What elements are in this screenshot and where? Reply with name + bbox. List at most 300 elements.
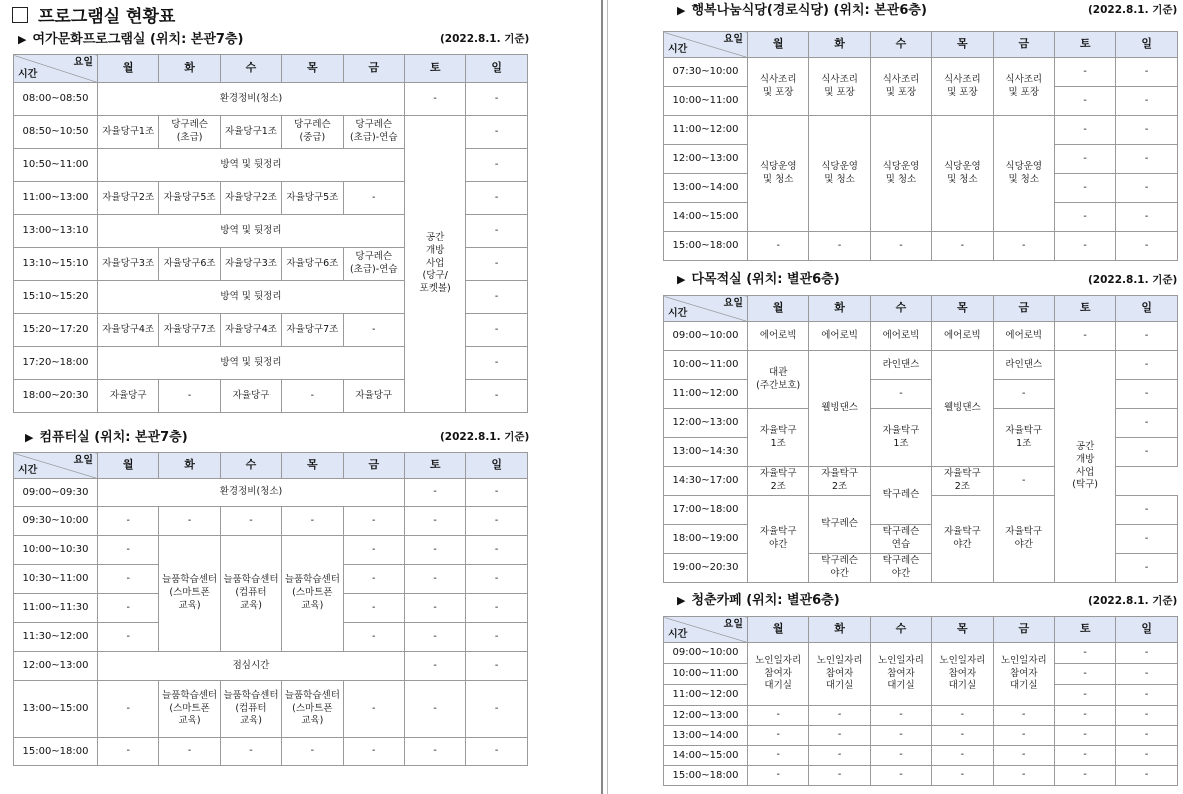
schedule-cell: - <box>466 507 528 536</box>
schedule-cell: - <box>993 726 1054 746</box>
day-header: 월 <box>98 453 159 479</box>
section-title-restaurant: ▶ 행복나눔식당(경로식당) (위치: 본관6층) <box>677 3 927 18</box>
schedule-cell: - <box>809 726 870 746</box>
schedule-cell: 자율당구 <box>220 380 281 413</box>
schedule-cell: 공간 개방 사업 (당구/ 포켓볼) <box>404 116 465 413</box>
schedule-cell: - <box>1116 706 1178 726</box>
time-cell: 14:30~17:00 <box>664 467 748 496</box>
time-cell: 11:00~11:30 <box>14 594 98 623</box>
schedule-cell: - <box>466 380 528 413</box>
schedule-cell: 노인일자리 참여자 대기실 <box>993 643 1054 706</box>
schedule-cell: 환경정비(청소) <box>98 479 405 507</box>
schedule-cell: - <box>1116 232 1178 261</box>
schedule-cell: 웰빙댄스 <box>932 351 993 467</box>
time-cell: 10:00~11:00 <box>664 664 748 685</box>
schedule-cell: - <box>466 215 528 248</box>
schedule-cell: - <box>993 467 1054 496</box>
schedule-cell: - <box>1116 116 1178 145</box>
section-title-multipurpose: ▶ 다목적실 (위치: 별관6층) <box>677 272 840 287</box>
schedule-cell: - <box>1054 87 1115 116</box>
schedule-cell: - <box>1116 746 1178 766</box>
schedule-cell: 자율당구1조 <box>98 116 159 149</box>
schedule-cell: - <box>1116 766 1178 786</box>
schedule-cell: - <box>466 182 528 215</box>
schedule-cell: - <box>159 380 220 413</box>
schedule-cell: - <box>98 681 159 738</box>
time-cell: 11:00~12:00 <box>664 380 748 409</box>
time-cell: 15:00~18:00 <box>14 738 98 766</box>
corner-day-label: 요일 <box>73 455 93 466</box>
time-cell: 09:00~10:00 <box>664 643 748 664</box>
schedule-cell: 노인일자리 참여자 대기실 <box>932 643 993 706</box>
time-cell: 08:00~08:50 <box>14 83 98 116</box>
schedule-cell: - <box>1116 87 1178 116</box>
schedule-cell: - <box>993 706 1054 726</box>
schedule-cell: - <box>282 380 343 413</box>
schedule-cell: - <box>466 536 528 565</box>
schedule-cell: 당구레슨 (초급)-연습 <box>343 116 404 149</box>
section-date-computer: (2022.8.1. 기준) <box>440 431 530 443</box>
schedule-cell: 방역 및 뒷정리 <box>98 215 405 248</box>
day-header: 수 <box>870 296 931 322</box>
header-corner <box>664 32 748 58</box>
day-header: 월 <box>748 296 809 322</box>
time-cell: 17:20~18:00 <box>14 347 98 380</box>
schedule-cell: - <box>932 766 993 786</box>
schedule-cell: - <box>809 706 870 726</box>
schedule-cell: - <box>98 507 159 536</box>
table-row <box>14 116 528 149</box>
schedule-cell: 당구레슨 (중급) <box>282 116 343 149</box>
schedule-cell: 자율당구6조 <box>159 248 220 281</box>
day-header: 일 <box>466 453 528 479</box>
schedule-cell: 식사조리 및 포장 <box>748 58 809 116</box>
schedule-cell: 에어로빅 <box>932 322 993 351</box>
schedule-cell: - <box>466 314 528 347</box>
schedule-cell: 방역 및 뒷정리 <box>98 149 405 182</box>
corner-time-label: 시간 <box>18 464 38 476</box>
schedule-cell: 에어로빅 <box>993 322 1054 351</box>
day-header: 화 <box>159 453 220 479</box>
schedule-cell: - <box>1054 232 1115 261</box>
schedule-cell: - <box>343 182 404 215</box>
table-row <box>664 746 1178 766</box>
schedule-cell: 당구레슨 (초급) <box>159 116 220 149</box>
day-header: 금 <box>993 617 1054 643</box>
schedule-cell: - <box>466 565 528 594</box>
schedule-cell: - <box>98 738 159 766</box>
time-cell: 10:00~11:00 <box>664 87 748 116</box>
schedule-cell: 라인댄스 <box>870 351 931 380</box>
schedule-cell: - <box>159 507 220 536</box>
schedule-cell: 자율당구4조 <box>220 314 281 347</box>
schedule-cell: 탁구레슨 연습 <box>870 525 931 554</box>
schedule-cell: - <box>1054 685 1115 706</box>
schedule-cell: - <box>404 479 465 507</box>
checkbox-icon[interactable] <box>12 7 28 23</box>
corner-day-label: 요일 <box>723 619 743 630</box>
header-corner <box>664 296 748 322</box>
schedule-cell: 자율당구 <box>343 380 404 413</box>
schedule-cell: - <box>1116 58 1178 87</box>
schedule-cell: - <box>1054 174 1115 203</box>
header-corner <box>664 617 748 643</box>
schedule-cell: 식당운영 및 청소 <box>748 116 809 232</box>
schedule-cell: - <box>1116 351 1178 380</box>
schedule-cell: - <box>404 738 465 766</box>
time-cell: 11:00~12:00 <box>664 685 748 706</box>
schedule-cell: - <box>1054 726 1115 746</box>
page-divider <box>601 0 603 794</box>
day-header: 토 <box>1054 617 1115 643</box>
time-cell: 14:00~15:00 <box>664 203 748 232</box>
schedule-cell: - <box>748 232 809 261</box>
schedule-cell: 방역 및 뒷정리 <box>98 281 405 314</box>
day-header: 금 <box>343 453 404 479</box>
day-header: 목 <box>932 617 993 643</box>
time-cell: 14:00~15:00 <box>664 746 748 766</box>
table-row <box>664 116 1178 145</box>
corner-time-label: 시간 <box>668 307 688 319</box>
section-date-recreation: (2022.8.1. 기준) <box>440 33 530 45</box>
schedule-cell: - <box>748 746 809 766</box>
time-cell: 09:00~10:00 <box>664 322 748 351</box>
time-cell: 11:30~12:00 <box>14 623 98 652</box>
schedule-cell: 탁구레슨 <box>809 496 870 554</box>
schedule-cell: 자율당구3조 <box>220 248 281 281</box>
table-row <box>14 479 528 507</box>
recreation-room-table <box>13 54 528 413</box>
day-header: 일 <box>1116 32 1178 58</box>
schedule-cell: 방역 및 뒷정리 <box>98 347 405 380</box>
time-cell: 13:10~15:10 <box>14 248 98 281</box>
schedule-cell: - <box>282 738 343 766</box>
schedule-cell: - <box>98 623 159 652</box>
day-header: 수 <box>870 617 931 643</box>
schedule-cell: 늘품학습센터 (스마트폰 교육) <box>282 681 343 738</box>
day-header: 목 <box>282 453 343 479</box>
schedule-cell: - <box>404 623 465 652</box>
day-header: 월 <box>748 32 809 58</box>
schedule-cell: - <box>343 594 404 623</box>
table-row <box>664 322 1178 351</box>
table-row <box>14 536 528 565</box>
schedule-cell: 자율당구2조 <box>220 182 281 215</box>
schedule-cell: - <box>343 681 404 738</box>
schedule-cell: 자율탁구 야간 <box>932 496 993 583</box>
section-date-cafe: (2022.8.1. 기준) <box>1088 595 1178 607</box>
schedule-cell: - <box>870 380 931 409</box>
schedule-cell: 식당운영 및 청소 <box>932 116 993 232</box>
time-cell: 11:00~12:00 <box>664 116 748 145</box>
schedule-cell: - <box>466 116 528 149</box>
schedule-cell: 늘품학습센터 (스마트폰 교육) <box>282 536 343 652</box>
schedule-cell: 식사조리 및 포장 <box>993 58 1054 116</box>
schedule-cell: 자율당구1조 <box>220 116 281 149</box>
schedule-cell: 탁구레슨 야간 <box>870 554 931 583</box>
table-row <box>14 507 528 536</box>
table-row <box>14 738 528 766</box>
schedule-cell: - <box>466 652 528 681</box>
schedule-cell: - <box>404 681 465 738</box>
schedule-cell: 자율당구7조 <box>159 314 220 347</box>
day-header: 화 <box>809 296 870 322</box>
section-title-computer: ▶ 컴퓨터실 (위치: 본관7층) <box>25 430 188 445</box>
schedule-cell: - <box>466 594 528 623</box>
time-cell: 18:00~19:00 <box>664 525 748 554</box>
schedule-cell: 탁구레슨 야간 <box>809 554 870 583</box>
schedule-cell: 노인일자리 참여자 대기실 <box>748 643 809 706</box>
schedule-cell: - <box>466 623 528 652</box>
schedule-cell: - <box>1054 145 1115 174</box>
computer-room-table <box>13 452 528 766</box>
schedule-cell: - <box>98 565 159 594</box>
corner-day-label: 요일 <box>723 34 743 45</box>
time-cell: 08:50~10:50 <box>14 116 98 149</box>
day-header: 일 <box>466 55 528 83</box>
day-header: 월 <box>748 617 809 643</box>
schedule-cell: - <box>466 149 528 182</box>
schedule-cell: 노인일자리 참여자 대기실 <box>809 643 870 706</box>
time-cell: 13:00~15:00 <box>14 681 98 738</box>
schedule-cell: - <box>1054 322 1115 351</box>
schedule-cell: - <box>1116 726 1178 746</box>
arrow-icon: ▶ <box>25 431 34 444</box>
schedule-cell: - <box>809 232 870 261</box>
schedule-cell: - <box>932 746 993 766</box>
arrow-icon: ▶ <box>677 273 686 286</box>
day-header: 일 <box>1116 617 1178 643</box>
multipurpose-room-table <box>663 295 1178 583</box>
schedule-cell: - <box>870 726 931 746</box>
time-cell: 10:30~11:00 <box>14 565 98 594</box>
time-cell: 19:00~20:30 <box>664 554 748 583</box>
time-cell: 12:00~13:00 <box>664 706 748 726</box>
schedule-cell: - <box>1116 174 1178 203</box>
schedule-cell: - <box>748 706 809 726</box>
schedule-cell: - <box>1054 664 1115 685</box>
schedule-cell: 환경정비(청소) <box>98 83 405 116</box>
time-cell: 09:00~09:30 <box>14 479 98 507</box>
schedule-cell: - <box>1116 322 1178 351</box>
time-cell: 11:00~13:00 <box>14 182 98 215</box>
time-cell: 12:00~13:00 <box>664 409 748 438</box>
time-cell: 12:00~13:00 <box>664 145 748 174</box>
restaurant-table <box>663 31 1178 261</box>
table-row <box>664 232 1178 261</box>
day-header: 금 <box>993 32 1054 58</box>
schedule-cell: - <box>466 681 528 738</box>
schedule-cell: 늘품학습센터 (스마트폰 교육) <box>159 681 220 738</box>
schedule-cell: - <box>1116 438 1178 467</box>
corner-time-label: 시간 <box>668 628 688 640</box>
schedule-cell: 식사조리 및 포장 <box>870 58 931 116</box>
schedule-cell: - <box>1054 203 1115 232</box>
schedule-cell: 공간 개방 사업 (탁구) <box>1054 351 1115 583</box>
section-title-recreation: ▶ 여가문화프로그램실 (위치: 본관7층) <box>18 32 244 47</box>
schedule-cell: 대관 (주간보호) <box>748 351 809 409</box>
corner-time-label: 시간 <box>668 43 688 55</box>
header-corner <box>14 453 98 479</box>
schedule-cell: - <box>993 746 1054 766</box>
document-title <box>12 2 175 27</box>
day-header: 수 <box>870 32 931 58</box>
schedule-cell: 자율당구5조 <box>159 182 220 215</box>
time-cell: 13:00~14:00 <box>664 174 748 203</box>
schedule-cell: - <box>1116 145 1178 174</box>
schedule-cell: 자율당구6조 <box>282 248 343 281</box>
time-cell: 12:00~13:00 <box>14 652 98 681</box>
schedule-cell: 늘품학습센터 (컴퓨터 교육) <box>220 681 281 738</box>
schedule-cell: - <box>466 479 528 507</box>
schedule-cell: 식당운영 및 청소 <box>870 116 931 232</box>
time-cell: 15:10~15:20 <box>14 281 98 314</box>
day-header: 토 <box>404 453 465 479</box>
schedule-cell: 당구레슨 (초급)-연습 <box>343 248 404 281</box>
schedule-cell: - <box>993 232 1054 261</box>
time-cell: 15:00~18:00 <box>664 232 748 261</box>
document-title-text: 프로그램실 현황표 <box>38 7 176 27</box>
schedule-cell: - <box>1116 203 1178 232</box>
day-header: 목 <box>282 55 343 83</box>
schedule-cell: 자율당구7조 <box>282 314 343 347</box>
schedule-cell: - <box>870 232 931 261</box>
schedule-cell: - <box>1054 746 1115 766</box>
schedule-cell: - <box>932 706 993 726</box>
day-header: 화 <box>159 55 220 83</box>
schedule-cell: - <box>870 746 931 766</box>
time-cell: 17:00~18:00 <box>664 496 748 525</box>
schedule-cell: - <box>1116 380 1178 409</box>
table-row <box>14 652 528 681</box>
arrow-icon: ▶ <box>18 33 27 46</box>
corner-day-label: 요일 <box>73 57 93 68</box>
day-header: 목 <box>932 32 993 58</box>
schedule-cell: 웰빙댄스 <box>809 351 870 467</box>
schedule-cell: 라인댄스 <box>993 351 1054 380</box>
schedule-cell: - <box>748 766 809 786</box>
corner-day-label: 요일 <box>723 298 743 309</box>
schedule-cell: - <box>404 594 465 623</box>
schedule-cell: - <box>1054 116 1115 145</box>
schedule-cell: 자율탁구 1조 <box>993 409 1054 467</box>
schedule-cell: 늘품학습센터 (컴퓨터 교육) <box>220 536 281 652</box>
schedule-cell: - <box>282 507 343 536</box>
schedule-cell: - <box>809 766 870 786</box>
time-cell: 13:00~14:30 <box>664 438 748 467</box>
table-row <box>664 643 1178 664</box>
schedule-cell: 자율당구5조 <box>282 182 343 215</box>
day-header: 토 <box>404 55 465 83</box>
youth-cafe-table <box>663 616 1178 786</box>
day-header: 수 <box>220 453 281 479</box>
schedule-cell: - <box>343 623 404 652</box>
time-cell: 13:00~13:10 <box>14 215 98 248</box>
schedule-cell: - <box>993 766 1054 786</box>
table-row <box>664 706 1178 726</box>
schedule-cell: - <box>1116 554 1178 583</box>
time-cell: 13:00~14:00 <box>664 726 748 746</box>
schedule-cell: 노인일자리 참여자 대기실 <box>870 643 931 706</box>
section-date-multipurpose: (2022.8.1. 기준) <box>1088 274 1178 286</box>
schedule-cell: - <box>466 281 528 314</box>
time-cell: 18:00~20:30 <box>14 380 98 413</box>
time-cell: 10:00~10:30 <box>14 536 98 565</box>
schedule-cell: - <box>1116 685 1178 706</box>
schedule-cell: 점심시간 <box>98 652 405 681</box>
schedule-cell: - <box>343 738 404 766</box>
arrow-icon: ▶ <box>677 594 686 607</box>
schedule-cell: 자율탁구 1조 <box>748 409 809 467</box>
schedule-cell: - <box>932 726 993 746</box>
schedule-cell: 자율탁구 야간 <box>993 496 1054 583</box>
corner-time-label: 시간 <box>18 68 38 80</box>
schedule-cell: - <box>993 380 1054 409</box>
schedule-cell: - <box>98 594 159 623</box>
section-date-restaurant: (2022.8.1. 기준) <box>1088 4 1178 16</box>
schedule-cell: 자율탁구 2조 <box>932 467 993 496</box>
schedule-cell: 에어로빅 <box>809 322 870 351</box>
schedule-cell: - <box>1054 766 1115 786</box>
day-header: 수 <box>220 55 281 83</box>
schedule-cell: - <box>1116 664 1178 685</box>
schedule-cell: - <box>1054 706 1115 726</box>
table-row <box>664 726 1178 746</box>
time-cell: 07:30~10:00 <box>664 58 748 87</box>
schedule-cell: 자율탁구 야간 <box>748 496 809 583</box>
time-cell: 10:00~11:00 <box>664 351 748 380</box>
day-header: 일 <box>1116 296 1178 322</box>
schedule-cell: - <box>1054 58 1115 87</box>
schedule-cell: 식당운영 및 청소 <box>993 116 1054 232</box>
schedule-cell: - <box>404 565 465 594</box>
schedule-cell: 탁구레슨 <box>870 467 931 525</box>
schedule-cell: - <box>466 248 528 281</box>
day-header: 목 <box>932 296 993 322</box>
schedule-cell: - <box>159 738 220 766</box>
table-row <box>664 766 1178 786</box>
schedule-cell: - <box>932 232 993 261</box>
day-header: 금 <box>343 55 404 83</box>
schedule-cell: - <box>404 83 465 116</box>
schedule-cell: 자율탁구 2조 <box>748 467 809 496</box>
time-cell: 15:20~17:20 <box>14 314 98 347</box>
arrow-icon: ▶ <box>677 4 686 17</box>
schedule-cell: - <box>343 507 404 536</box>
schedule-cell: 자율당구 <box>98 380 159 413</box>
schedule-cell: - <box>1116 525 1178 554</box>
table-row <box>14 83 528 116</box>
schedule-cell: - <box>1116 643 1178 664</box>
day-header: 토 <box>1054 296 1115 322</box>
schedule-cell: - <box>748 726 809 746</box>
day-header: 화 <box>809 32 870 58</box>
schedule-cell: 자율당구4조 <box>98 314 159 347</box>
schedule-cell: - <box>343 314 404 347</box>
section-title-cafe: ▶ 청춘카페 (위치: 별관6층) <box>677 593 840 608</box>
schedule-cell: 자율당구2조 <box>98 182 159 215</box>
schedule-cell: 자율탁구 2조 <box>809 467 870 496</box>
schedule-cell: 식당운영 및 청소 <box>809 116 870 232</box>
schedule-cell: - <box>343 565 404 594</box>
schedule-cell: 식사조리 및 포장 <box>932 58 993 116</box>
schedule-cell: - <box>404 536 465 565</box>
schedule-cell: - <box>466 83 528 116</box>
schedule-cell: - <box>466 738 528 766</box>
schedule-cell: - <box>220 738 281 766</box>
schedule-cell: - <box>466 347 528 380</box>
table-row <box>664 351 1178 380</box>
